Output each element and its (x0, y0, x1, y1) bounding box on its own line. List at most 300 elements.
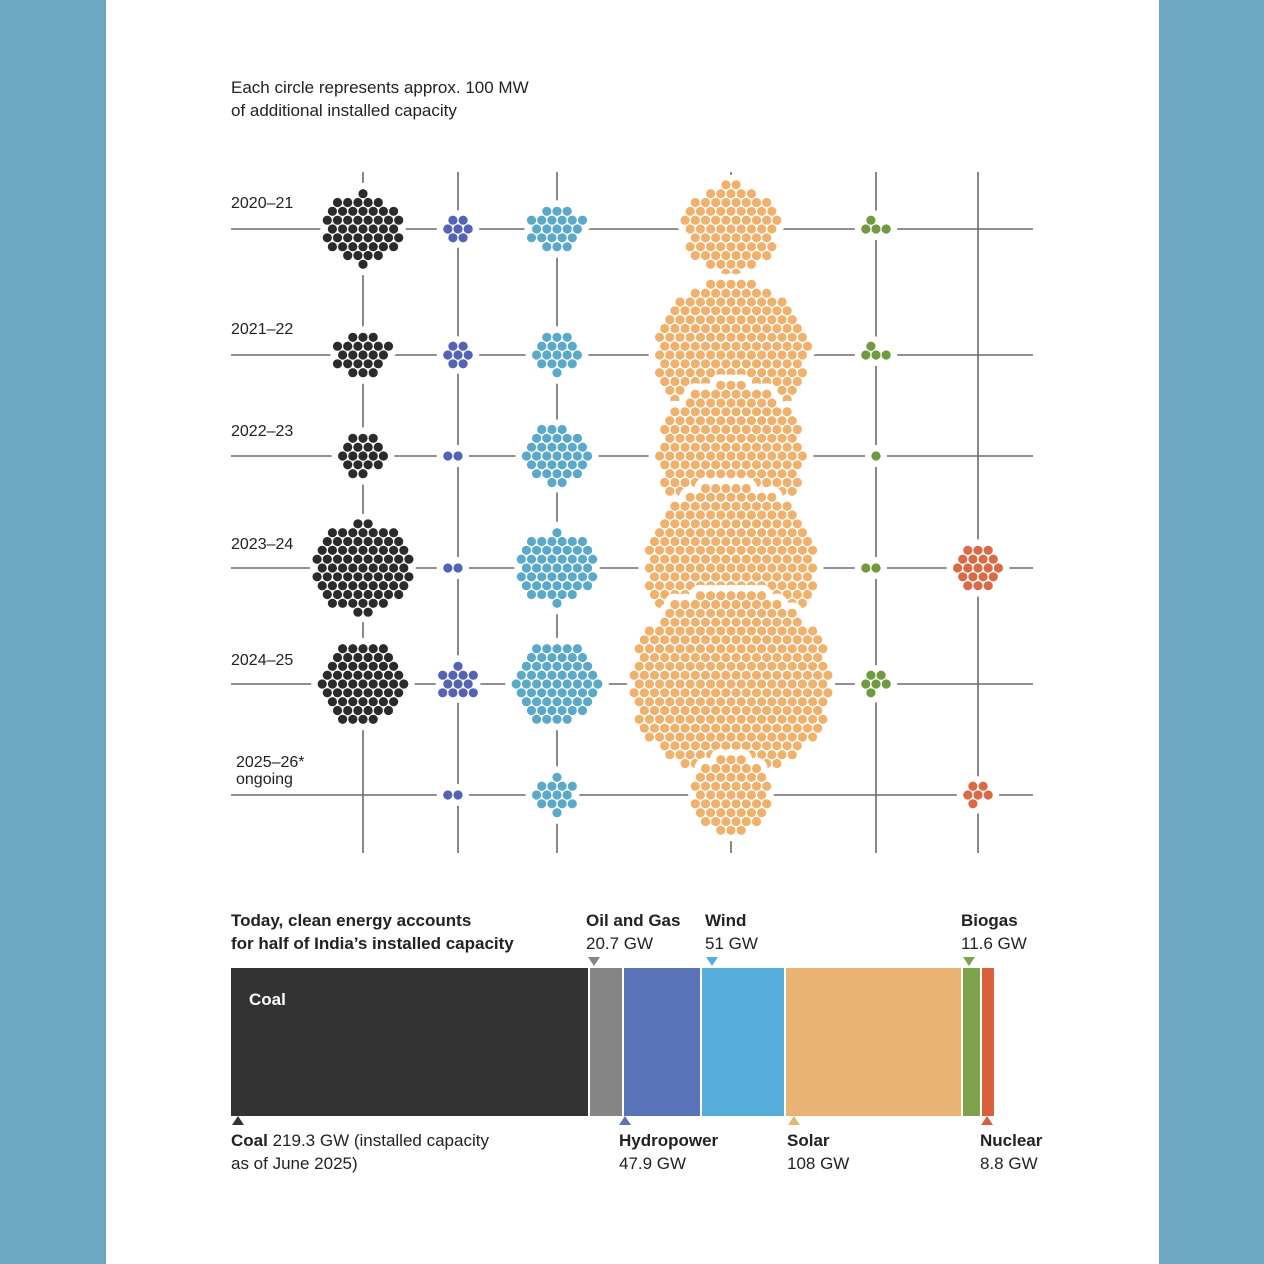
capacity-dot (364, 233, 373, 242)
capacity-dot (732, 484, 741, 493)
capacity-dot (818, 679, 827, 688)
capacity-dot (630, 671, 639, 680)
capacity-dot (558, 216, 567, 225)
capacity-dot (660, 653, 669, 662)
capacity-dot (323, 537, 332, 546)
capacity-dot (752, 635, 761, 644)
capacity-dot (389, 679, 398, 688)
capacity-dot (716, 755, 725, 764)
capacity-dot (732, 817, 741, 826)
capacity-dot (989, 555, 998, 564)
capacity-dot (675, 510, 684, 519)
capacity-dot (547, 478, 556, 487)
capacity-dot (783, 688, 792, 697)
capacity-dot (777, 350, 786, 359)
capacity-dot (788, 510, 797, 519)
capacity-dot (742, 390, 751, 399)
capacity-dot (640, 688, 649, 697)
capacity-dot (721, 198, 730, 207)
capacity-dot (752, 233, 761, 242)
capacity-dot (670, 572, 679, 581)
capacity-dot (348, 546, 357, 555)
capacity-dot (384, 572, 393, 581)
capacity-dot (716, 297, 725, 306)
capacity-dot (747, 662, 756, 671)
capacity-dot (552, 563, 561, 572)
capacity-dot (742, 618, 751, 627)
capacity-dot (358, 679, 367, 688)
capacity-dot (333, 671, 342, 680)
capacity-dot (358, 715, 367, 724)
capacity-dot (353, 359, 362, 368)
capacity-dot (737, 626, 746, 635)
capacity-dot (384, 233, 393, 242)
capacity-dot (448, 671, 457, 680)
capacity-dot (767, 679, 776, 688)
capacity-dot (772, 377, 781, 386)
capacity-dot (537, 688, 546, 697)
capacity-dot (762, 519, 771, 528)
capacity-dot (742, 555, 751, 564)
capacity-dot (338, 242, 347, 251)
capacity-dot (670, 671, 679, 680)
capacity-dot (573, 434, 582, 443)
capacity-dot (353, 653, 362, 662)
capacity-dot (404, 555, 413, 564)
capacity-dot (711, 216, 720, 225)
capacity-dot (453, 350, 462, 359)
capacity-dot (696, 510, 705, 519)
capacity-dot (686, 493, 695, 502)
capacity-dot (706, 510, 715, 519)
capacity-dot (537, 653, 546, 662)
capacity-dot (732, 724, 741, 733)
capacity-dot (542, 581, 551, 590)
capacity-dot (721, 572, 730, 581)
capacity-dot (752, 460, 761, 469)
bar-title-line2: for half of India’s installed capacity (231, 934, 514, 953)
capacity-dot (963, 581, 972, 590)
capacity-dot (364, 342, 373, 351)
capacity-dot (691, 618, 700, 627)
capacity-dot (343, 590, 352, 599)
capacity-dot (793, 741, 802, 750)
capacity-dot (532, 790, 541, 799)
capacity-dot (732, 306, 741, 315)
capacity-dot (568, 555, 577, 564)
capacity-dot (732, 198, 741, 207)
capacity-dot (328, 546, 337, 555)
capacity-dot (701, 289, 710, 298)
capacity-dot (578, 688, 587, 697)
capacity-dot (762, 724, 771, 733)
capacity-dot (364, 443, 373, 452)
capacity-dot (660, 555, 669, 564)
capacity-dot (777, 333, 786, 342)
capacity-dot (788, 386, 797, 395)
capacity-dot (742, 443, 751, 452)
capacity-dot (737, 755, 746, 764)
capacity-dot (379, 242, 388, 251)
capacity-dot (716, 808, 725, 817)
capacity-dot (675, 563, 684, 572)
capacity-dot (711, 817, 720, 826)
capacity-dot (777, 315, 786, 324)
capacity-dot (721, 724, 730, 733)
capacity-dot (882, 350, 891, 359)
capacity-dot (793, 443, 802, 452)
capacity-dot (696, 416, 705, 425)
capacity-dot (701, 600, 710, 609)
capacity-dot (793, 671, 802, 680)
capacity-dot (696, 434, 705, 443)
capacity-dot (706, 434, 715, 443)
capacity-dot (752, 289, 761, 298)
capacity-dot (665, 315, 674, 324)
capacity-dot (686, 297, 695, 306)
capacity-dot (675, 528, 684, 537)
capacity-dot (706, 662, 715, 671)
capacity-dot (737, 644, 746, 653)
capacity-dot (343, 706, 352, 715)
capacity-dot (808, 715, 817, 724)
bar-title-line1: Today, clean energy accounts (231, 911, 472, 930)
capacity-dot (686, 207, 695, 216)
capacity-dot (379, 528, 388, 537)
capacity-dot (348, 207, 357, 216)
capacity-dot (742, 817, 751, 826)
capacity-dot (783, 359, 792, 368)
capacity-dot (726, 280, 735, 289)
capacity-dot (772, 724, 781, 733)
capacity-dot (686, 609, 695, 618)
capacity-dot (696, 732, 705, 741)
capacity-dot (701, 635, 710, 644)
capacity-dot (737, 697, 746, 706)
capacity-dot (583, 546, 592, 555)
capacity-dot (783, 377, 792, 386)
capacity-dot (757, 242, 766, 251)
capacity-dot (696, 563, 705, 572)
capacity-dot (701, 342, 710, 351)
capacity-dot (783, 502, 792, 511)
capacity-dot (711, 572, 720, 581)
capacity-dot (711, 764, 720, 773)
capacity-dot (701, 764, 710, 773)
capacity-dot (808, 662, 817, 671)
capacity-dot (788, 350, 797, 359)
capacity-dot (721, 555, 730, 564)
capacity-dot (798, 350, 807, 359)
capacity-dot (726, 297, 735, 306)
capacity-dot (968, 555, 977, 564)
capacity-dot (798, 546, 807, 555)
capacity-dot (793, 706, 802, 715)
capacity-dot (645, 644, 654, 653)
capacity-dot (670, 460, 679, 469)
capacity-dot (711, 799, 720, 808)
capacity-dot (384, 342, 393, 351)
capacity-dot (394, 671, 403, 680)
capacity-dot (691, 600, 700, 609)
capacity-dot (542, 469, 551, 478)
capacity-dot (973, 563, 982, 572)
capacity-dot (573, 546, 582, 555)
capacity-dot (861, 350, 870, 359)
capacity-dot (866, 688, 875, 697)
capacity-dot (318, 563, 327, 572)
capacity-dot (389, 207, 398, 216)
capacity-dot (803, 342, 812, 351)
capacity-dot (665, 750, 674, 759)
capacity-dot (721, 443, 730, 452)
capacity-dot (777, 715, 786, 724)
capacity-dot (866, 671, 875, 680)
capacity-dot (808, 546, 817, 555)
capacity-dot (443, 451, 452, 460)
capacity-dot (364, 460, 373, 469)
capacity-dot (655, 644, 664, 653)
capacity-dot (558, 233, 567, 242)
capacity-dot (343, 216, 352, 225)
capacity-dot (358, 224, 367, 233)
capacity-dot (665, 386, 674, 395)
capacity-dot (701, 324, 710, 333)
capacity-dot (394, 233, 403, 242)
capacity-dot (711, 671, 720, 680)
capacity-dot (552, 808, 561, 817)
capacity-dot (767, 368, 776, 377)
capacity-dot (726, 434, 735, 443)
capacity-dot (757, 434, 766, 443)
capacity-dot (793, 359, 802, 368)
capacity-dot (772, 759, 781, 768)
capacity-dot (527, 653, 536, 662)
capacity-dot (882, 224, 891, 233)
capacity-dot (552, 368, 561, 377)
capacity-dot (767, 662, 776, 671)
capacity-dot (742, 671, 751, 680)
capacity-dot (686, 350, 695, 359)
capacity-dot (527, 537, 536, 546)
capacity-dot (757, 510, 766, 519)
capacity-dot (691, 306, 700, 315)
capacity-dot (384, 537, 393, 546)
capacity-dot (675, 609, 684, 618)
capacity-dot (711, 782, 720, 791)
capacity-dot (542, 207, 551, 216)
capacity-dot (757, 350, 766, 359)
capacity-dot (670, 618, 679, 627)
capacity-dot (747, 528, 756, 537)
capacity-dot (532, 697, 541, 706)
capacity-dot (742, 460, 751, 469)
capacity-dot (313, 572, 322, 581)
capacity-dot (706, 644, 715, 653)
capacity-dot (762, 502, 771, 511)
capacity-dot (721, 460, 730, 469)
capacity-dot (716, 546, 725, 555)
capacity-dot (788, 487, 797, 496)
capacity-dot (823, 671, 832, 680)
capacity-dot (752, 324, 761, 333)
capacity-dot (762, 216, 771, 225)
capacity-dot (711, 502, 720, 511)
capacity-dot (747, 451, 756, 460)
capacity-dot (532, 546, 541, 555)
capacity-dot (737, 333, 746, 342)
capacity-dot (696, 528, 705, 537)
capacity-dot (696, 697, 705, 706)
caption-wind-name: Wind (705, 911, 747, 930)
capacity-dot (563, 224, 572, 233)
capacity-dot (670, 407, 679, 416)
capacity-dot (803, 653, 812, 662)
capacity-dot (989, 572, 998, 581)
capacity-dot (701, 555, 710, 564)
capacity-dot (747, 790, 756, 799)
capacity-dot (757, 732, 766, 741)
capacity-dot (726, 679, 735, 688)
capacity-dot (453, 224, 462, 233)
capacity-dot (711, 233, 720, 242)
capacity-dot (777, 386, 786, 395)
capacity-dot (711, 425, 720, 434)
capacity-dot (542, 662, 551, 671)
capacity-dot (696, 297, 705, 306)
capacity-dot (788, 626, 797, 635)
capacity-dot (984, 563, 993, 572)
capacity-dot (645, 732, 654, 741)
capacity-dot (737, 242, 746, 251)
capacity-dot (568, 342, 577, 351)
capacity-dot (353, 216, 362, 225)
capacity-dot (655, 451, 664, 460)
capacity-dot (379, 697, 388, 706)
capacity-dot (732, 342, 741, 351)
capacity-dot (772, 635, 781, 644)
capacity-dot (547, 443, 556, 452)
capacity-dot (752, 688, 761, 697)
capacity-dot (333, 706, 342, 715)
capacity-dot (655, 368, 664, 377)
capacity-dot (706, 416, 715, 425)
capacity-dot (871, 350, 880, 359)
capacity-dot (686, 451, 695, 460)
capacity-dot (721, 764, 730, 773)
capacity-dot (823, 688, 832, 697)
caption-hydropower-value: 47.9 GW (619, 1154, 687, 1173)
capacity-dot (394, 688, 403, 697)
capacity-dot (818, 715, 827, 724)
capacity-dot (808, 581, 817, 590)
capacity-dot (788, 609, 797, 618)
capacity-dot (369, 350, 378, 359)
capacity-dot (568, 233, 577, 242)
capacity-dot (732, 359, 741, 368)
capacity-dot (469, 688, 478, 697)
marker-nuclear (981, 1116, 993, 1125)
capacity-dot (464, 350, 473, 359)
capacity-dot (777, 563, 786, 572)
capacity-dot (459, 233, 468, 242)
capacity-dot (563, 644, 572, 653)
bar-segment-nuclear (982, 968, 994, 1116)
capacity-dot (701, 306, 710, 315)
caption-coal-value: 219.3 GW (installed capacity (272, 1131, 489, 1150)
capacity-dot (701, 216, 710, 225)
capacity-dot (547, 782, 556, 791)
capacity-dot (803, 572, 812, 581)
capacity-dot (338, 679, 347, 688)
capacity-dot (517, 572, 526, 581)
capacity-dot (358, 644, 367, 653)
capacity-dot (737, 546, 746, 555)
capacity-dot (732, 519, 741, 528)
capacity-dot (568, 706, 577, 715)
capacity-dot (453, 563, 462, 572)
capacity-dot (537, 537, 546, 546)
capacity-dot (532, 434, 541, 443)
capacity-dot (798, 368, 807, 377)
capacity-dot (696, 242, 705, 251)
capacity-dot (588, 688, 597, 697)
capacity-dot (788, 315, 797, 324)
capacity-dot (701, 741, 710, 750)
capacity-dot (542, 451, 551, 460)
capacity-dot (573, 224, 582, 233)
capacity-dot (777, 297, 786, 306)
capacity-dot (655, 528, 664, 537)
marker-biogas (963, 957, 975, 966)
capacity-dot (721, 688, 730, 697)
capacity-dot (737, 591, 746, 600)
capacity-dot (772, 671, 781, 680)
capacity-dot (343, 671, 352, 680)
capacity-dot (691, 519, 700, 528)
capacity-dot (353, 555, 362, 564)
capacity-dot (762, 425, 771, 434)
capacity-dot (721, 425, 730, 434)
capacity-dot (726, 662, 735, 671)
capacity-dot (338, 224, 347, 233)
capacity-dot (752, 519, 761, 528)
capacity-dot (737, 826, 746, 835)
capacity-dot (767, 609, 776, 618)
capacity-dot (726, 469, 735, 478)
capacity-dot (706, 350, 715, 359)
capacity-dot (752, 198, 761, 207)
capacity-dot (675, 581, 684, 590)
capacity-dot (522, 581, 531, 590)
capacity-dot (798, 528, 807, 537)
capacity-dot (737, 715, 746, 724)
capacity-dot (813, 706, 822, 715)
capacity-dot (552, 546, 561, 555)
capacity-dot (558, 688, 567, 697)
capacity-dot (701, 460, 710, 469)
capacity-dot (726, 493, 735, 502)
capacity-dot (681, 671, 690, 680)
capacity-dot (757, 715, 766, 724)
capacity-dot (783, 478, 792, 487)
capacity-dot (522, 451, 531, 460)
capacity-dot (681, 724, 690, 733)
capacity-dot (686, 697, 695, 706)
capacity-dot (706, 790, 715, 799)
capacity-dot (762, 359, 771, 368)
capacity-dot (783, 306, 792, 315)
